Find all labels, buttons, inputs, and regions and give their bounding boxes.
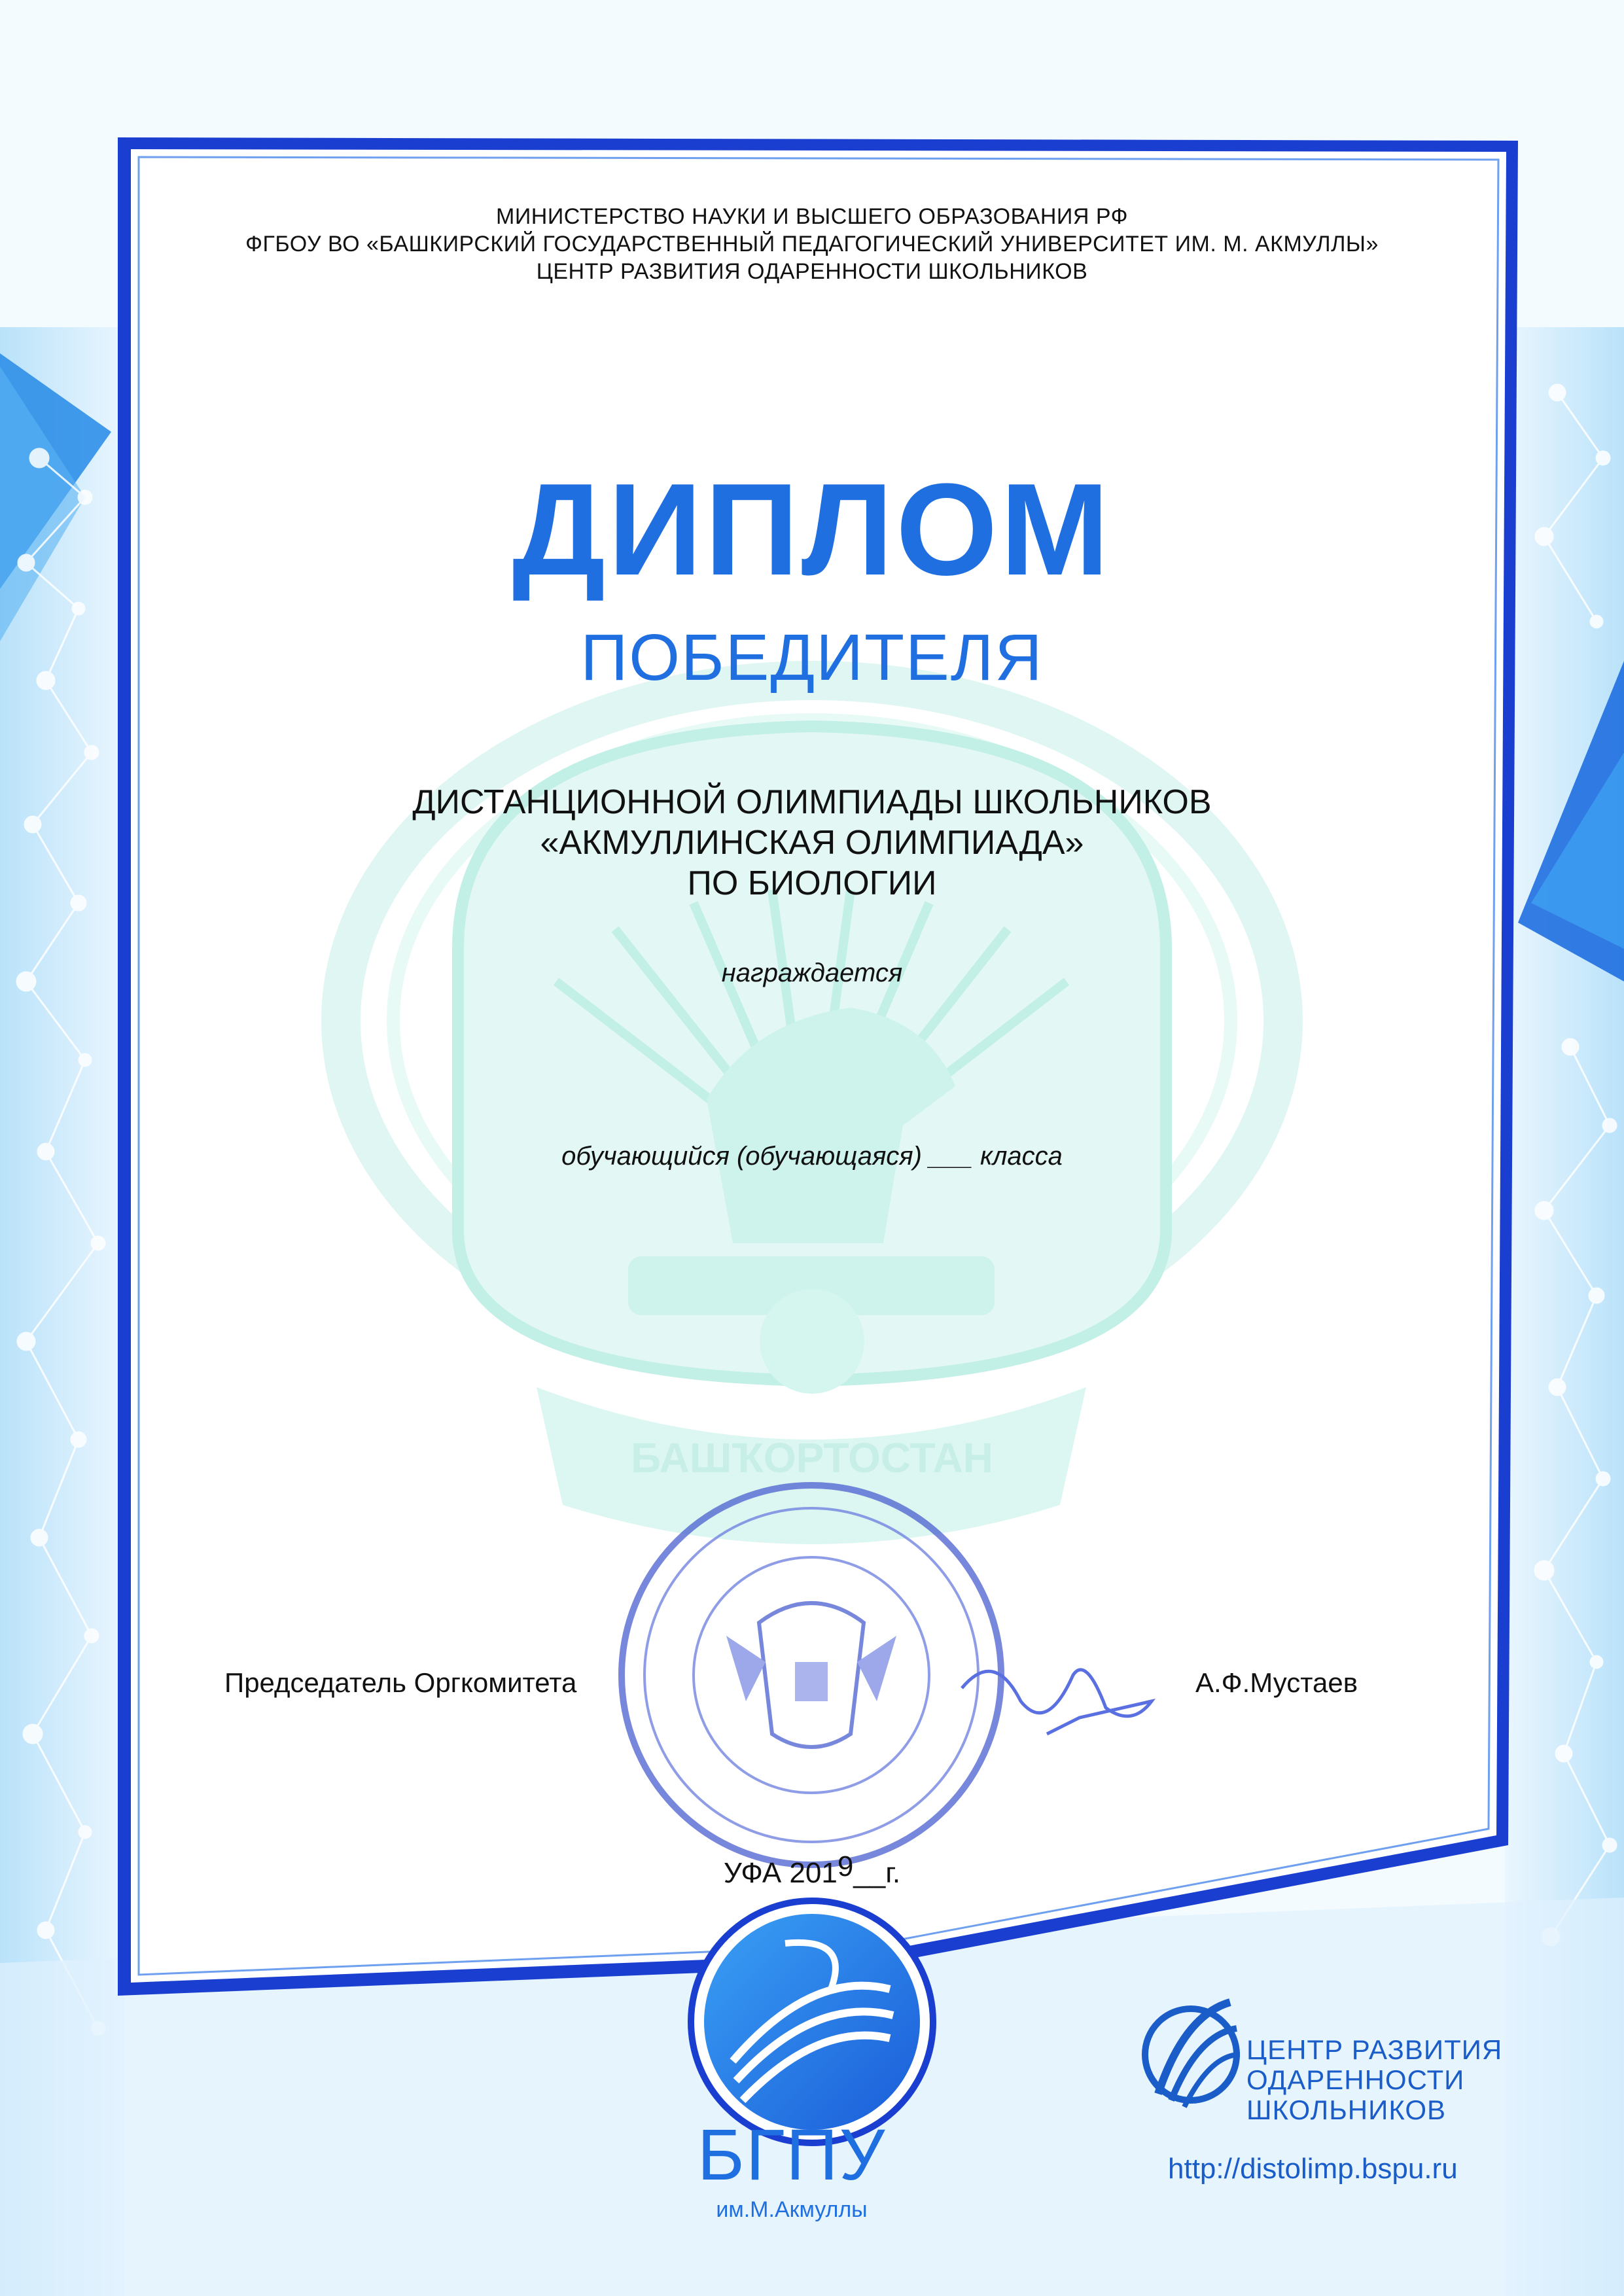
student-line: обучающийся (обучающаяся) ___ класса [561, 1142, 1063, 1171]
university-line: ФГБОУ ВО «БАШКИРСКИЙ ГОСУДАРСТВЕННЫЙ ПЕДАГОГИЧЕСКИЙ УНИВЕРСИТЕТ ИМ. М. АКМУЛЛЫ» [245, 232, 1379, 256]
center-line: ЦЕНТР РАЗВИТИЯ ОДАРЕННОСТИ ШКОЛЬНИКОВ [536, 259, 1088, 284]
event-line-3: ПО БИОЛОГИИ [687, 864, 937, 902]
center-name-line-3: ШКОЛЬНИКОВ [1246, 2094, 1447, 2125]
year-digit: 9 [837, 1850, 854, 1882]
bgpu-logo-subtitle: им.М.Акмуллы [716, 2197, 868, 2222]
city-prefix: УФА 201 [723, 1857, 838, 1889]
awarded-label: награждается [721, 959, 903, 987]
center-name-line-1: ЦЕНТР РАЗВИТИЯ [1246, 2034, 1503, 2065]
bgpu-logo-name: БГПУ [697, 2115, 887, 2195]
watermark-text: БАШҠОРТОСТАН [631, 1434, 993, 1481]
event-name [0, 782, 1624, 904]
ministry-header [0, 203, 1624, 285]
diploma-subtitle: ПОБЕДИТЕЛЯ [580, 621, 1044, 694]
ministry-line: МИНИСТЕРСТВО НАУКИ И ВЫСШЕГО ОБРАЗОВАНИЯ РФ [496, 204, 1128, 229]
website-link[interactable]: http://distolimp.bspu.ru [1168, 2153, 1458, 2185]
city-suffix: __г. [853, 1857, 901, 1889]
event-line-1: ДИСТАНЦИОННОЙ ОЛИМПИАДЫ ШКОЛЬНИКОВ [412, 783, 1212, 821]
city-year [0, 1850, 1624, 1890]
diploma-title: ДИПЛОМ [512, 457, 1112, 603]
signer-name: А.Ф.Мустаев [1195, 1667, 1358, 1698]
center-logo-name [1246, 2035, 1502, 2125]
event-line-2: «АКМУЛЛИНСКАЯ ОЛИМПИАДА» [540, 824, 1084, 862]
center-name-line-2: ОДАРЕННОСТИ [1246, 2064, 1465, 2095]
bgpu-logo [691, 1901, 933, 2143]
chair-role: Председатель Оргкомитета [224, 1667, 577, 1698]
